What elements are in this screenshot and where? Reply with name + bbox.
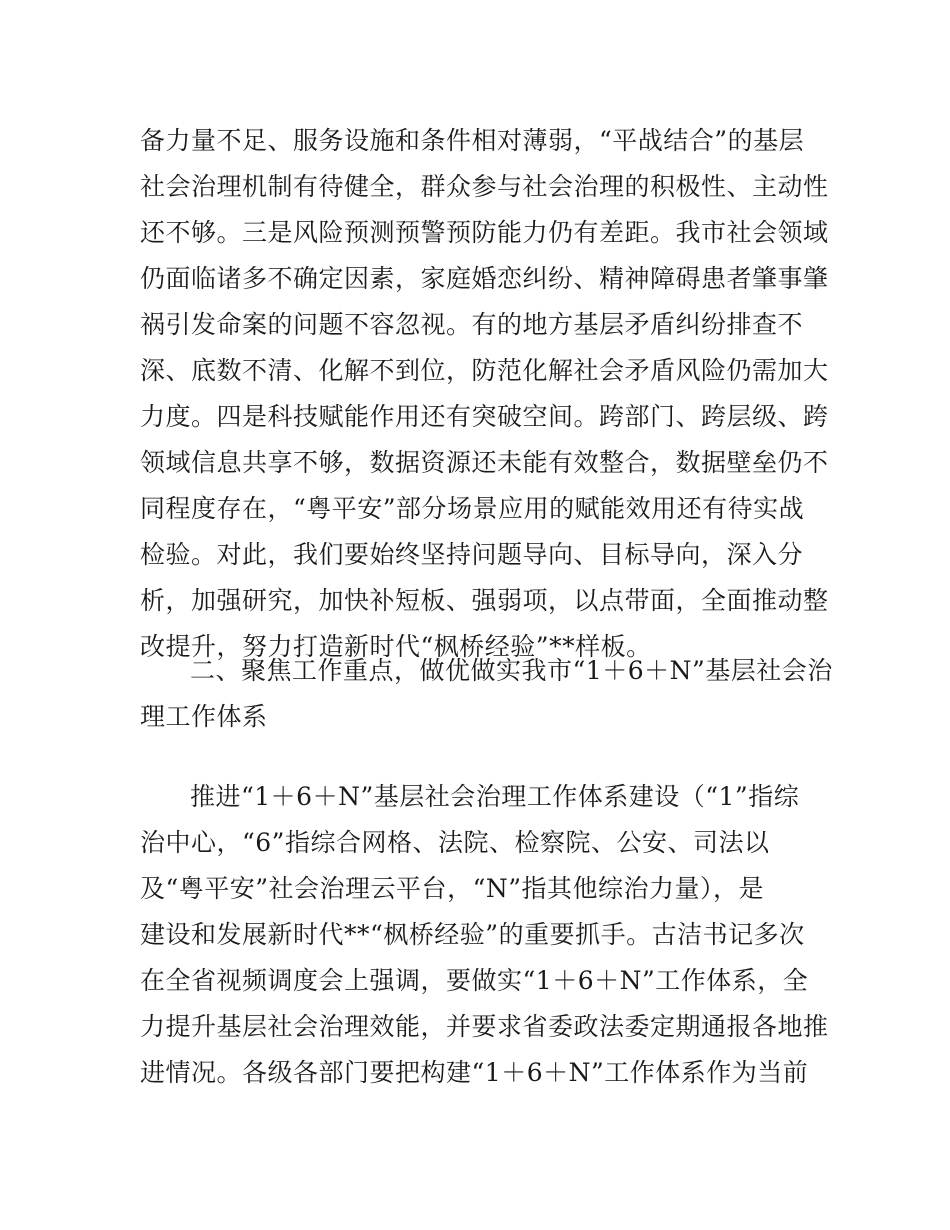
text-line: 力提升基层社会治理效能，并要求省委政法委定期通报各地推 [140, 1012, 829, 1041]
body-paragraph-system [140, 774, 829, 1096]
text-line: 深、底数不清、化解不到位，防范化解社会矛盾风险仍需加大 [140, 356, 829, 385]
body-paragraph-problems [140, 118, 829, 670]
text-line: 检验。对此，我们要始终坚持问题导向、目标导向，深入分 [140, 540, 804, 569]
text-line: 社会治理机制有待健全，群众参与社会治理的积极性、主动性 [140, 172, 829, 201]
text-line: 推进“1＋6＋N”基层社会治理工作体系建设（“1”指综 [190, 782, 800, 811]
text-line: 治中心，“6”指综合网格、法院、检察院、公安、司法以 [140, 828, 770, 857]
text-line: 改提升，努力打造新时代“枫桥经验”**样板。 [140, 632, 652, 661]
text-line: 祸引发命案的问题不容忽视。有的地方基层矛盾纠纷排查不 [140, 310, 804, 339]
text-line: 及“粤平安”社会治理云平台，“N”指其他综治力量），是 [140, 874, 765, 903]
text-line: 析，加强研究，加快补短板、强弱项，以点带面，全面推动整 [140, 586, 829, 615]
text-line: 进情况。各级各部门要把构建“1＋6＋N”工作体系作为当前 [140, 1058, 809, 1087]
text-line: 力度。四是科技赋能作用还有突破空间。跨部门、跨层级、跨 [140, 402, 829, 431]
text-line: 在全省视频调度会上强调，要做实“1＋6＋N”工作体系，全 [140, 966, 809, 995]
text-line: 建设和发展新时代**“枫桥经验”的重要抓手。古洁书记多次 [140, 920, 805, 949]
section-heading-two [140, 648, 833, 740]
text-line: 同程度存在，“粤平安”部分场景应用的赋能效用还有待实战 [140, 494, 805, 523]
text-line: 领域信息共享不够，数据资源还未能有效整合，数据壁垒仍不 [140, 448, 829, 477]
text-line: 还不够。三是风险预测预警预防能力仍有差距。我市社会领域 [140, 218, 829, 247]
heading-line: 二、聚焦工作重点，做优做实我市“1＋6＋N”基层社会治 [190, 656, 833, 685]
heading-line: 理工作体系 [140, 702, 268, 731]
text-line: 仍面临诸多不确定因素，家庭婚恋纠纷、精神障碍患者肇事肇 [140, 264, 829, 293]
text-line: 备力量不足、服务设施和条件相对薄弱，“平战结合”的基层 [140, 126, 805, 155]
